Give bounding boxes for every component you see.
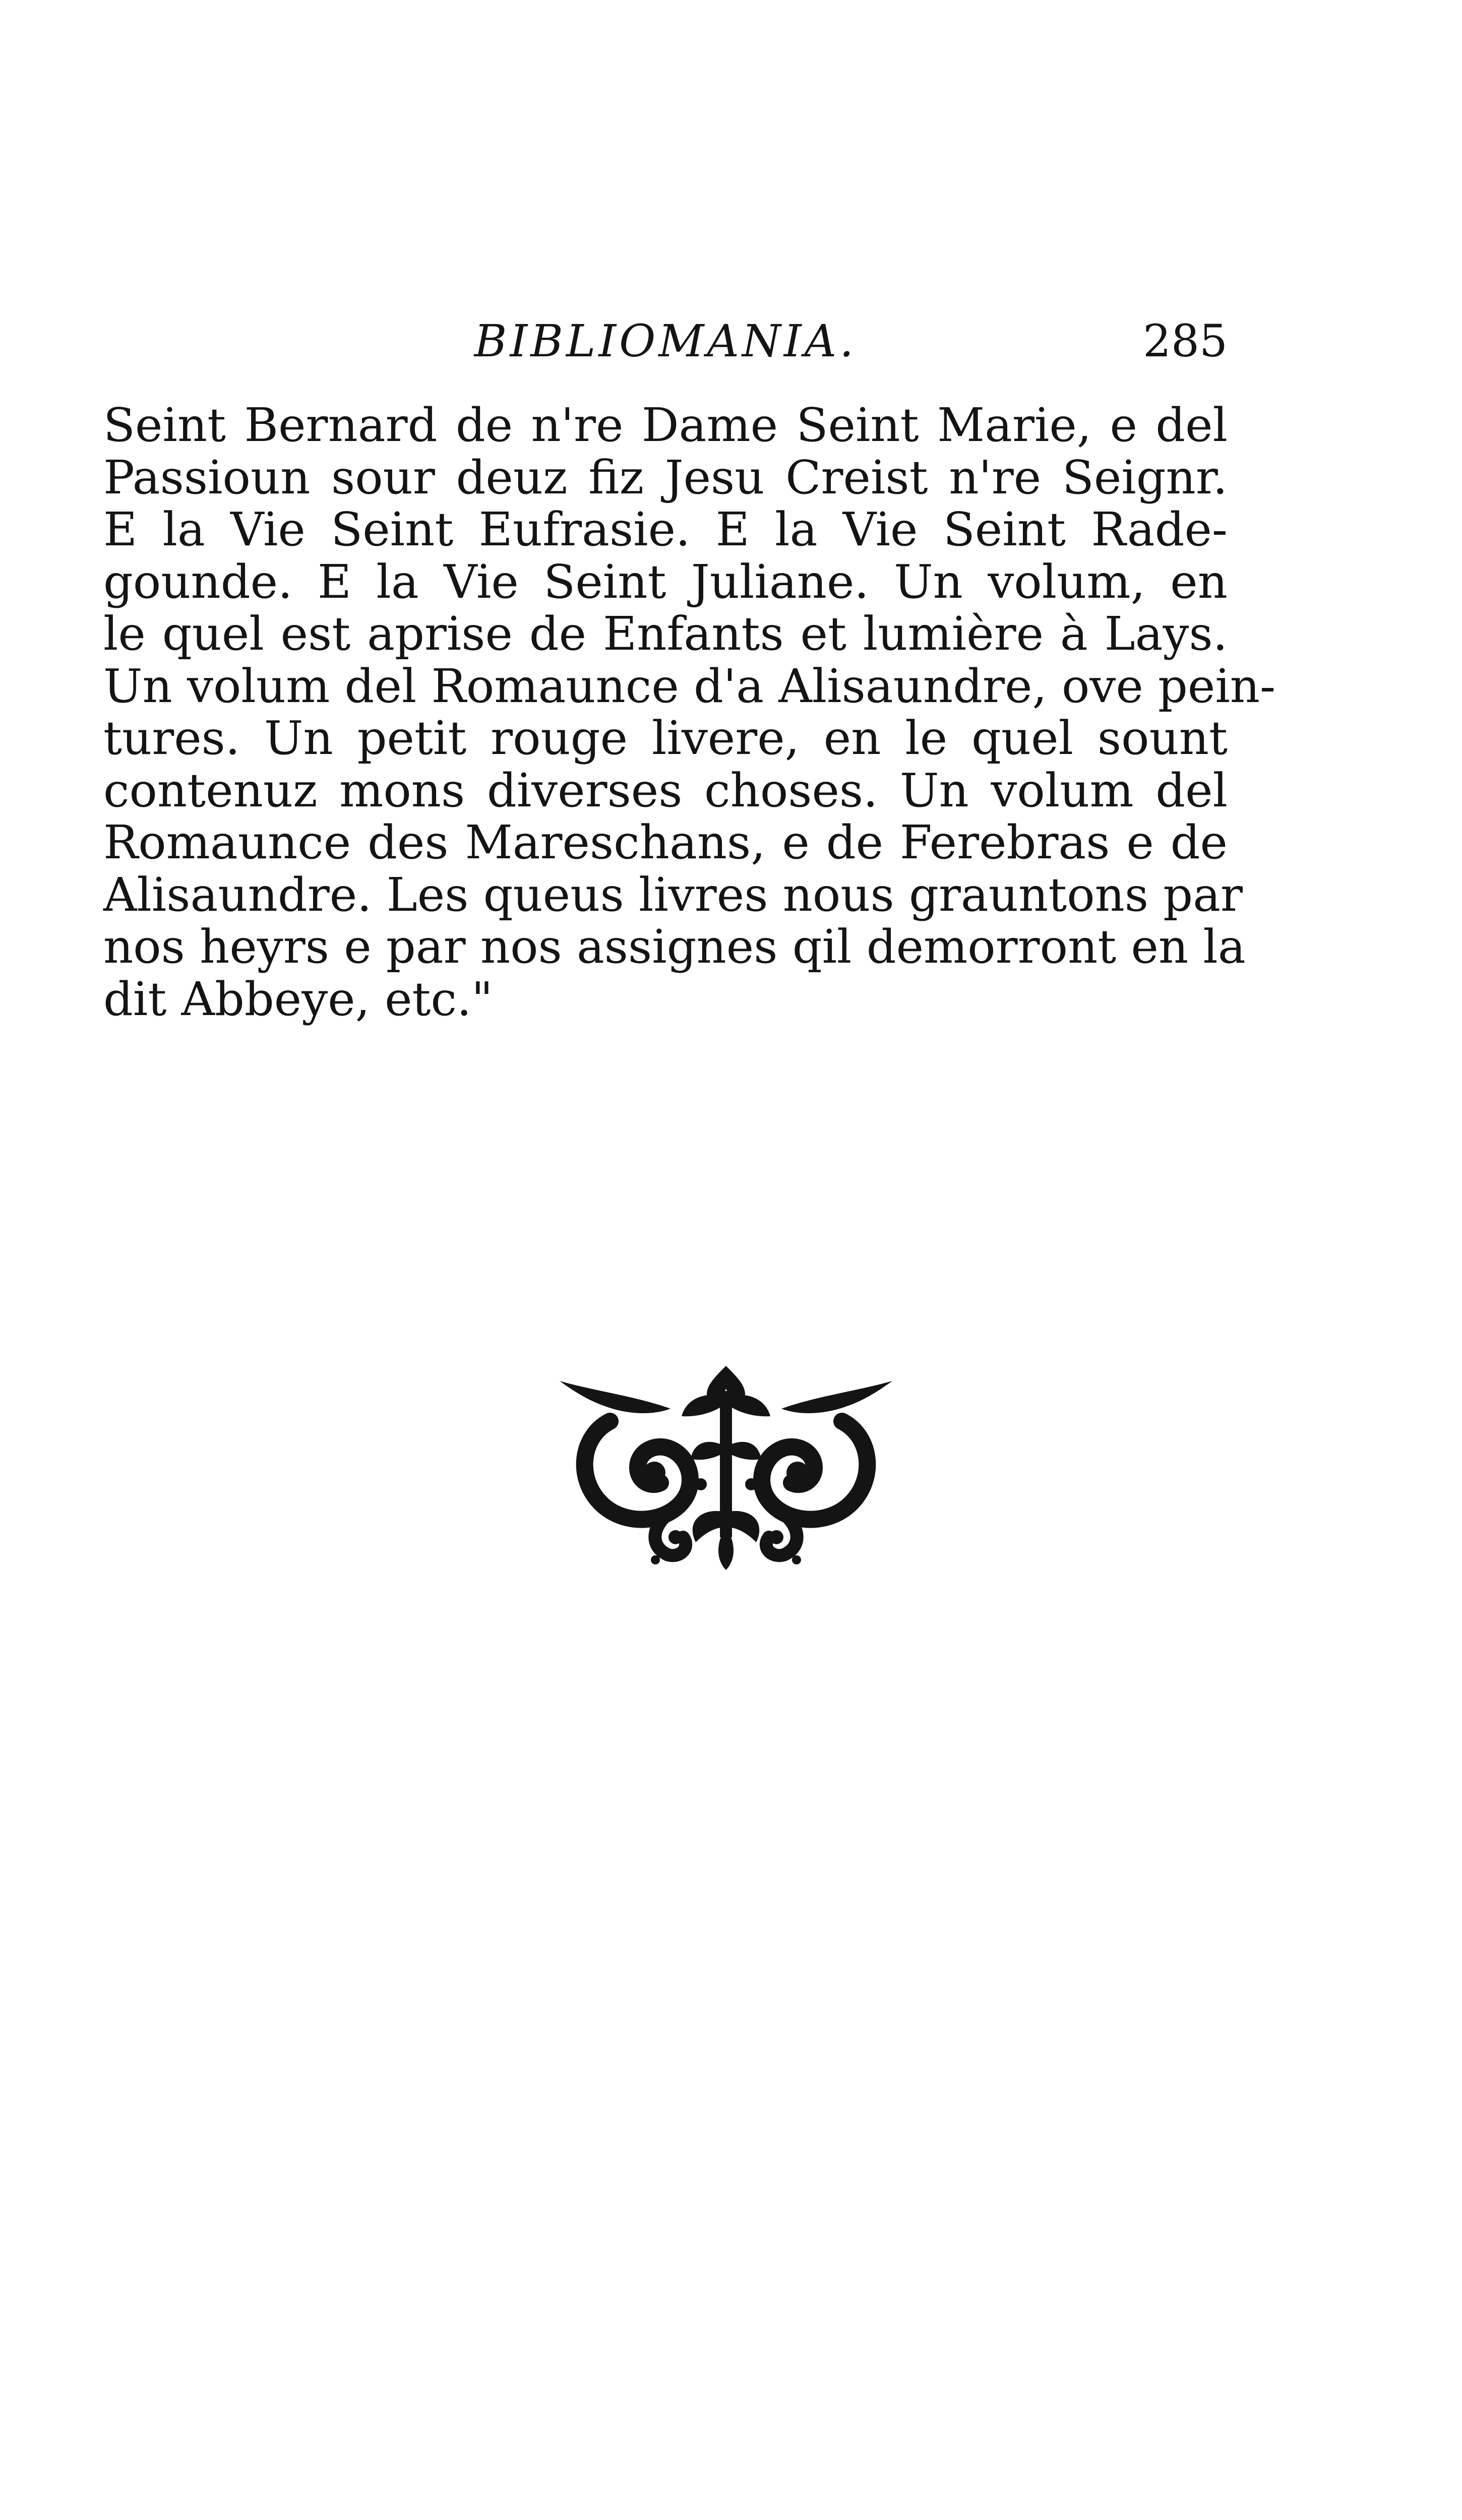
- running-title: BIBLIOMANIA.: [474, 315, 857, 367]
- page-number: 285: [1143, 315, 1228, 367]
- running-header: [103, 313, 1228, 369]
- text-line: le quel est aprise de Enfants et lumière à Lays.: [103, 607, 1228, 661]
- text-line: Alisaundre. Les queus livres nous grauntons par: [103, 867, 1243, 922]
- text-line: Romaunce des Mareschans, e de Ferebras e de: [103, 815, 1228, 869]
- floral-scroll-ornament-icon: [550, 1361, 902, 1572]
- text-line: nos heyrs e par nos assignes qil demorront en la: [103, 920, 1246, 974]
- text-line: contenuz mons diverses choses. Un volum del: [103, 763, 1228, 817]
- text-line: tures. Un petit rouge livere, en le quel sount: [103, 711, 1228, 765]
- body-text: [103, 398, 1276, 1026]
- text-line: E la Vie Seint Eufrasie. E la Vie Seint Rade-: [103, 502, 1228, 556]
- text-line: Seint Bernard de n're Dame Seint Marie, e del: [103, 398, 1228, 452]
- text-line: gounde. E la Vie Seint Juliane. Un volum, en: [103, 554, 1228, 609]
- text-line: dit Abbeye, etc.": [103, 972, 493, 1026]
- text-line: Passioun sour deuz fiz Jesu Creist n're Seignr.: [103, 450, 1228, 505]
- text-line: Un volum del Romaunce d'a Alisaundre, ove pein-: [103, 659, 1276, 713]
